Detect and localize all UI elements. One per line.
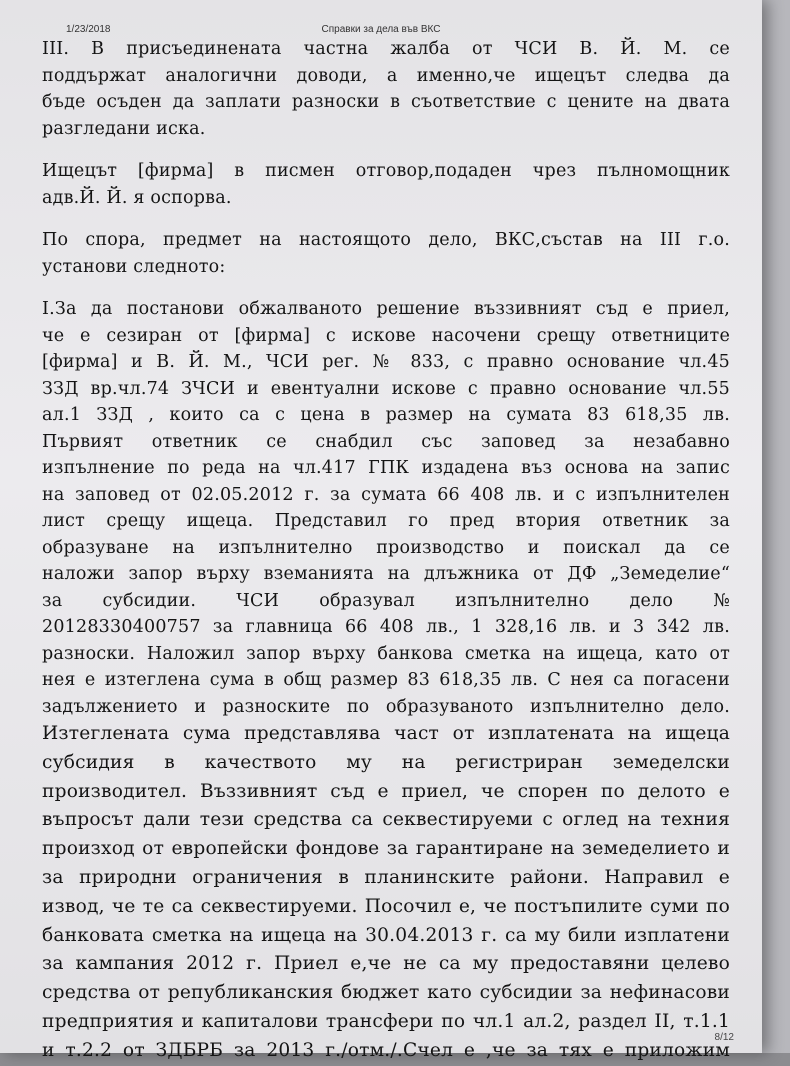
text-line: ЗЗД вр.чл.74 ЗЧСИ и евентуални искове с правно основание чл.55	[42, 378, 730, 399]
print-date: 1/23/2018	[66, 24, 111, 35]
text-line: нея е изтеглена сума в общ размер 83 618,35 лв. С нея са погасени	[42, 670, 730, 690]
paragraph-court-intro	[42, 227, 730, 280]
text-line: средства от републиканския бюджет като субсидии за нефинасови	[42, 982, 730, 1004]
text-line: III. В присъединената частна жалба от ЧСИ В. Й. М. се	[42, 39, 730, 59]
text-line: въпросът дали тези средства са секвестируеми с оглед на техния	[42, 809, 730, 831]
text-line: субсидия в качеството му на регистриран земеделски	[42, 751, 730, 773]
text-line: ал.1 ЗЗД , които са с цена в размер на сумата 83 618,35 лв.	[42, 405, 730, 425]
text-line: I.За да постанови обжалваното решение въззивният съд е приел,	[42, 299, 730, 319]
paragraph-findings-continued	[42, 720, 730, 1066]
text-line: на заповед от 02.05.2012 г. за сумата 66 408 лв. и с изпълнителен	[42, 484, 730, 505]
text-line: предприятия и капиталови трансфери по чл.1 ал.2, раздел II, т.1.1	[42, 1010, 730, 1032]
text-line: адв.Й. Й. я оспорва.	[42, 187, 232, 208]
text-line: [фирма] и В. Й. М., ЧСИ рег. № 833, с правно основание чл.45	[42, 352, 730, 372]
text-line: наложи запор върху вземанията на длъжника от ДФ „Земеделие“	[42, 564, 730, 584]
text-line: изпълнение по реда на чл.417 ГПК издадена въз основа на запис	[42, 458, 730, 478]
text-line: за кампания 2012 г. Приел е,че не са му предоставяни целево	[42, 953, 730, 975]
text-line: банковата сметка на ищеца на 30.04.2013 г. са му били изплатени	[42, 924, 730, 946]
text-line: лист срещу ищеца. Представил го пред втория ответник за	[42, 511, 730, 531]
text-line: образуване на изпълнително производство и поискал да се	[42, 537, 730, 558]
paragraph-complaint	[42, 36, 730, 142]
text-line: бъде осъден да заплати разноски в съответствие с цените на двата	[42, 92, 730, 112]
text-line: че е сезиран от [фирма] с искове насочени срещу ответниците	[42, 325, 730, 346]
text-line: По спора, предмет на настоящото дело, ВКС,състав на III г.о.	[42, 230, 730, 250]
print-title: Справки за дела във ВКС	[321, 24, 441, 35]
text-line: за субсидии. ЧСИ образувал изпълнително дело №	[42, 590, 730, 611]
text-line: производител. Въззивният съд е приел, че спорен по делото е	[42, 780, 730, 802]
document-body	[42, 36, 730, 1066]
text-line: Първият ответник се снабдил със заповед за незабавно	[42, 431, 730, 452]
paragraph-findings	[42, 296, 730, 720]
text-line: Изтеглената сума представлява част от изплатената на ищеца	[42, 723, 730, 744]
text-line: поддържат аналогични доводи, а именно,че ищецът следва да	[42, 65, 730, 86]
text-line: разгледани иска.	[42, 118, 206, 139]
text-line: за природни ограничения в планинските райони. Направил е	[42, 866, 730, 888]
text-line: извод, че те са секвестируеми. Посочил е, че постъпилите суми по	[42, 895, 730, 917]
text-line: Ищецът [фирма] в писмен отговор,подаден чрез пълномощник	[42, 161, 730, 181]
text-line: задължението и разноските по образуваното изпълнително дело.	[42, 696, 730, 717]
text-line: 20128330400757 за главница 66 408 лв., 1 328,16 лв. и 3 342 лв.	[42, 617, 730, 637]
text-line: разноски. Наложил запор върху банкова сметка на ищеца, като от	[42, 643, 730, 664]
text-line: и т.2.2 от ЗДБРБ за 2013 г./отм./.Счел е ,че за тях е приложим	[42, 1039, 730, 1061]
text-line: произход от европейски фондове за гарантиране на земеделието и	[42, 838, 730, 860]
text-line: установи следното:	[42, 256, 226, 277]
paragraph-response	[42, 158, 730, 211]
page-number: 8/12	[714, 1032, 734, 1043]
